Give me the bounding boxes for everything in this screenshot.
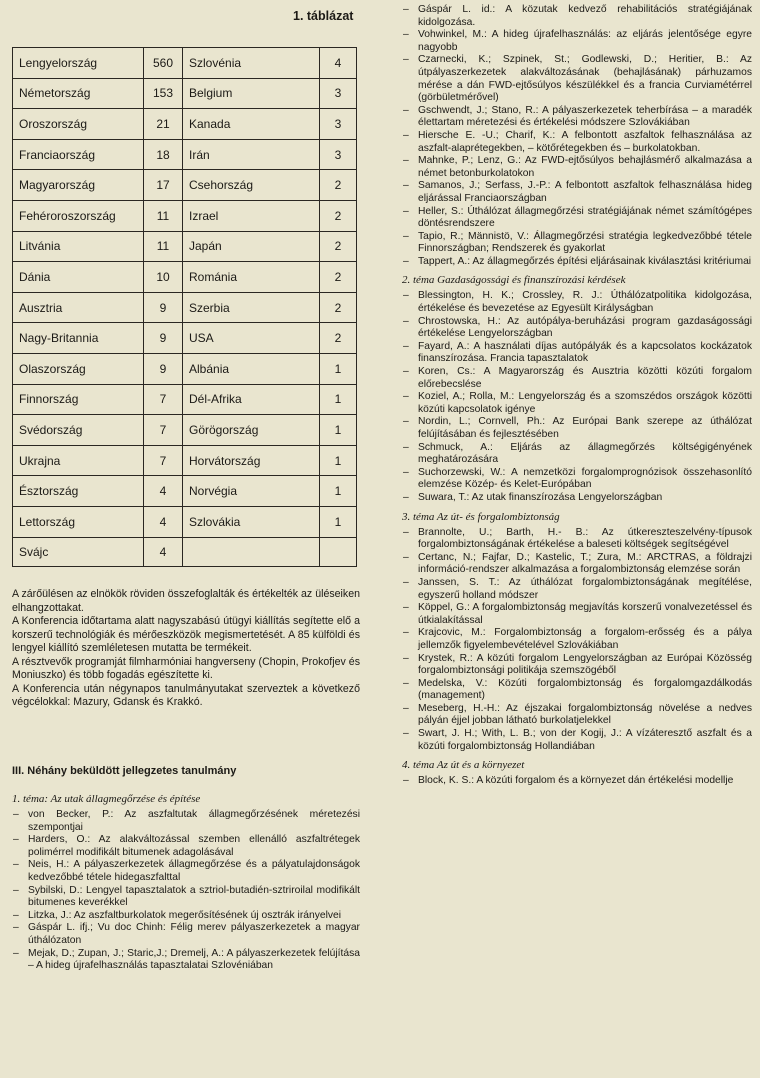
table-cell: Magyarország (13, 170, 144, 201)
table-cell: Izrael (183, 200, 320, 231)
table-cell: 1 (320, 415, 357, 446)
table-cell: Ausztria (13, 292, 144, 323)
table-cell: 11 (144, 231, 183, 262)
table-cell: Dánia (13, 262, 144, 293)
topic1-section (12, 793, 360, 973)
reference-item: – Blessington, H. K.; Crossley, R. J.: Úthálózatpolitika kidolgozása, értékelése és bevezetése az Egyesült Királyságban (402, 290, 752, 315)
table-cell: Észtország (13, 476, 144, 507)
table-cell: 1 (320, 506, 357, 537)
table-cell: Dél-Afrika (183, 384, 320, 415)
reference-item: – Tapio, R.; Männistö, V.: Állagmegőrzési stratégia legkedvezőbbé tétele Finnországban; Rendszerek és gyakorlat (402, 231, 752, 256)
reference-item: – Czarnecki, K.; Szpinek, St.; Godlewski, D.; Heritier, B.: Az útpályaszerkezetek alakváltozásának (behajlásának) párhuzamos mérése a dán FWD-ejtősúlyos készülékkel és a francia Curviamétérrel (görbületmérővel) (402, 54, 752, 104)
table-cell: 17 (144, 170, 183, 201)
table-row (13, 78, 357, 109)
reference-item: – Gáspár L. id.: A közutak kedvező rehabilitációs stratégiájának kidolgozása. (402, 4, 752, 29)
table-row (13, 323, 357, 354)
table-cell: 1 (320, 384, 357, 415)
reference-item: – Harders, O.: Az alakváltozással szemben ellenálló aszfaltrétegek polimérrel modifikált bitumenek adagolásával (12, 834, 360, 859)
reference-item: – Heller, S.: Úthálózat állagmegőrzési stratégiájának német számítógépes döntésrendszere (402, 206, 752, 231)
table-cell: Belgium (183, 78, 320, 109)
table-cell: 1 (320, 476, 357, 507)
table-cell: 7 (144, 415, 183, 446)
table-cell: Horvátország (183, 445, 320, 476)
table-cell: Franciaország (13, 139, 144, 170)
reference-item: – Meseberg, H.-H.: Az éjszakai forgalombiztonság növelése a nedves pályán éjjel jobban látható burkolatjelekkel (402, 703, 752, 728)
reference-item: – Certanc, N.; Fajfar, D.; Kastelic, T.; Zura, M.: ARCTRAS, a földrajzi információ-rendszer alkalmazása a forgalombiztonság elemzése során (402, 552, 752, 577)
reference-item: – Brannolte, U.; Barth, H.- B.: Az útkereszteszelvény-típusok forgalombiztonságának értékelése a baleseti költségek segítségével (402, 527, 752, 552)
table-cell: Irán (183, 139, 320, 170)
table-cell: 1 (320, 353, 357, 384)
table-cell: 9 (144, 323, 183, 354)
table-row (13, 415, 357, 446)
table-cell: Szlovákia (183, 506, 320, 537)
table-cell: 4 (320, 48, 357, 79)
table-cell: Olaszország (13, 353, 144, 384)
table-cell: 153 (144, 78, 183, 109)
table-cell: 3 (320, 78, 357, 109)
table-row (13, 384, 357, 415)
table-cell: Fehéroroszország (13, 200, 144, 231)
table-title: 1. táblázat (293, 9, 354, 23)
table-cell: 2 (320, 200, 357, 231)
right-column (402, 4, 752, 788)
table-cell: 7 (144, 384, 183, 415)
table-cell: 9 (144, 292, 183, 323)
topic1-list (12, 809, 360, 973)
reference-item: – Chrostowska, H.: Az autópálya-beruházási program gazdaságossági értékelése Lengyelországban (402, 316, 752, 341)
table-cell: 560 (144, 48, 183, 79)
table-cell: Lettország (13, 506, 144, 537)
table-cell: 9 (144, 353, 183, 384)
reference-item: – Suchorzewski, W.: A nemzetközi forgalomprognózisok összehasonlító elemzése Közép- és Kelet-Európában (402, 467, 752, 492)
table-cell: Ukrajna (13, 445, 144, 476)
section-title: III. Néhány beküldött jellegzetes tanulmány (12, 765, 237, 777)
table-cell: 2 (320, 323, 357, 354)
table-cell: 21 (144, 109, 183, 140)
reference-item: – Koziel, A.; Rolla, M.: Lengyelország és a szomszédos országok közötti közúti kapcsolatok igénye (402, 391, 752, 416)
reference-item: – Vohwinkel, M.: A hideg újrafelhasználás: az eljárás jelentősége egyre nagyobb (402, 29, 752, 54)
table-cell: USA (183, 323, 320, 354)
topic4-list (402, 775, 752, 788)
reference-item: – Samanos, J.; Serfass, J.-P.: A felbontott aszfaltok felhasználása hideg eljárással Franciaországban (402, 180, 752, 205)
table-cell: Norvégia (183, 476, 320, 507)
table-cell: Oroszország (13, 109, 144, 140)
reference-item: – Sybilski, D.: Lengyel tapasztalatok a sztriol-butadién-sztriroilal modifikált bitumenes keverékkel (12, 885, 360, 910)
table-cell: Csehország (183, 170, 320, 201)
paragraph: A zárőülésen az elnökök röviden összefoglalták és értékelték az üléseiken elhangzottakat. (12, 588, 360, 614)
reference-item: – Suwara, T.: Az utak finanszírozása Lengyelországban (402, 492, 752, 505)
reference-item: – von Becker, P.: Az aszfaltutak állagmegőrzésének méretezési szempontjai (12, 809, 360, 834)
table-cell: 11 (144, 200, 183, 231)
table-cell: 2 (320, 262, 357, 293)
table-row (13, 170, 357, 201)
table-cell: Románia (183, 262, 320, 293)
reference-item: – Schmuck, A.: Eljárás az állagmegőrzés költségigényének meghatározására (402, 442, 752, 467)
table-row (13, 262, 357, 293)
table-cell: 4 (144, 537, 183, 566)
table-cell: Finnország (13, 384, 144, 415)
table-cell: Kanada (183, 109, 320, 140)
table-cell (183, 537, 320, 566)
paragraph: A Konferencia után négynapos tanulmányutakat szerveztek a következő végcélokkal: Mazury, Gdansk és Krakkó. (12, 682, 360, 708)
table-cell: Görögország (183, 415, 320, 446)
table-cell: 1 (320, 445, 357, 476)
reference-item: – Litzka, J.: Az aszfaltburkolatok megerősítésének új osztrák irányelvei (12, 910, 360, 923)
reference-item: – Gáspár L. ifj.; Vu doc Chinh: Félig merev pályaszerkezetek a magyar úthálózaton (12, 922, 360, 947)
reference-item: – Krystek, R.: A közúti forgalom Lengyelországban az Európai Közösség forgalombiztonsági politikája szemszögéből (402, 653, 752, 678)
reference-item: – Mahnke, P.; Lenz, G.: Az FWD-ejtősúlyos behajlásmérő alkalmazása a német betonburkolatokon (402, 155, 752, 180)
table-cell (320, 537, 357, 566)
body-paragraphs (12, 588, 360, 710)
table-row (13, 139, 357, 170)
table-cell: 2 (320, 292, 357, 323)
table-cell: 4 (144, 506, 183, 537)
table-cell: Albánia (183, 353, 320, 384)
reference-item: – Medelska, V.: Közúti forgalombiztonság és forgalomgazdálkodás (management) (402, 678, 752, 703)
reference-item: – Krajcovic, M.: Forgalombiztonság a forgalom-erősség és a pálya jellemzők figyelembevételével Szlovákiában (402, 627, 752, 652)
table-cell: Lengyelország (13, 48, 144, 79)
topic1-title: 1. téma: Az utak állagmegőrzése és építése (12, 793, 201, 805)
table-cell: 2 (320, 231, 357, 262)
table-cell: Nagy-Britannia (13, 323, 144, 354)
table-row (13, 200, 357, 231)
table-cell: 3 (320, 109, 357, 140)
table-row (13, 476, 357, 507)
reference-item: – Neis, H.: A pályaszerkezetek állagmegőrzése és a pályatulajdonságok kedvezőbbé tétele hidegaszfalttal (12, 859, 360, 884)
table-row (13, 231, 357, 262)
reference-item: – Gschwendt, J.; Stano, R.: A pályaszerkezetek teherbírása – a maradék élettartam méretezési és értékelési módszere Szlovákiában (402, 105, 752, 130)
table-row (13, 445, 357, 476)
table-cell: Japán (183, 231, 320, 262)
table-cell: 4 (144, 476, 183, 507)
reference-item: – Hiersche E. -U.; Charif, K.: A felbontott aszfaltok felhasználása az aszfalt-alaprétegekben, – kötőrétegekben és – burkolatokban. (402, 130, 752, 155)
table-row (13, 48, 357, 79)
table-cell: Svájc (13, 537, 144, 566)
topic2-list (402, 290, 752, 504)
table-cell: Németország (13, 78, 144, 109)
country-table (12, 47, 357, 567)
table-cell: 3 (320, 139, 357, 170)
table-row (13, 506, 357, 537)
table-row (13, 109, 357, 140)
reference-item: – Tappert, A.: Az állagmegőrzés építési eljárásainak kiválasztási kritériumai (402, 256, 752, 269)
paragraph: A Konferencia időtartama alatt nagyszabású útügyi kiállítás segítette elő a korszerű technológiák és mérőeszközök megismertetését. A 85 külföldi és lengyel kiállító szemléletesen mutatta be termékeit. (12, 615, 360, 654)
reference-item: – Mejak, D.; Zupan, J.; Staric,J.; Dremelj, A.: A pályaszerkezetek felújítása – A hideg újrafelhasználás tapasztalatai Szlovéniában (12, 948, 360, 973)
table-cell: 2 (320, 170, 357, 201)
reference-item: – Koren, Cs.: A Magyarország és Ausztria közötti közúti forgalom előrebecslése (402, 366, 752, 391)
table-cell: Szerbia (183, 292, 320, 323)
table-cell: 10 (144, 262, 183, 293)
reference-item: – Nordin, L.; Cornvell, Ph.: Az Európai Bank szerepe az úthálózat felújításában és fejlesztésében (402, 416, 752, 441)
table-cell: Litvánia (13, 231, 144, 262)
table-cell: 7 (144, 445, 183, 476)
reference-item: – Block, K. S.: A közúti forgalom és a környezet dán értékelési modellje (402, 775, 752, 788)
paragraph: A résztvevők programját filmharmóniai hangverseny (Chopin, Prokofjev és Moniuszko) és több fogadás egészítette ki. (12, 655, 360, 681)
table-row (13, 292, 357, 323)
reference-item: – Köppel, G.: A forgalombiztonság megjavítás korszerű vonalvezetéssel és útkialakítással (402, 602, 752, 627)
topic3-list (402, 527, 752, 754)
table-cell: Szlovénia (183, 48, 320, 79)
table-row (13, 353, 357, 384)
topic1-cont-list (402, 4, 752, 268)
reference-item: – Janssen, S. T.: Az úthálózat forgalombiztonságának megítélése, egyszerű holland módszer (402, 577, 752, 602)
reference-item: – Fayard, A.: A használati díjas autópályák és a kapcsolatos kockázatok finanszírozása. Francia tapasztalatok (402, 341, 752, 366)
topic2-title: 2. téma Gazdaságossági és finanszírozási kérdések (402, 274, 626, 287)
reference-item: – Swart, J. H.; With, L. B.; von der Kogij, J.: A vízáteresztő aszfalt és a közúti forgalombiztonság Hollandiában (402, 728, 752, 753)
table-cell: 18 (144, 139, 183, 170)
table-row (13, 537, 357, 566)
topic4-title: 4. téma Az út és a környezet (402, 759, 525, 772)
table-cell: Svédország (13, 415, 144, 446)
topic3-title: 3. téma Az út- és forgalombiztonság (402, 510, 560, 523)
